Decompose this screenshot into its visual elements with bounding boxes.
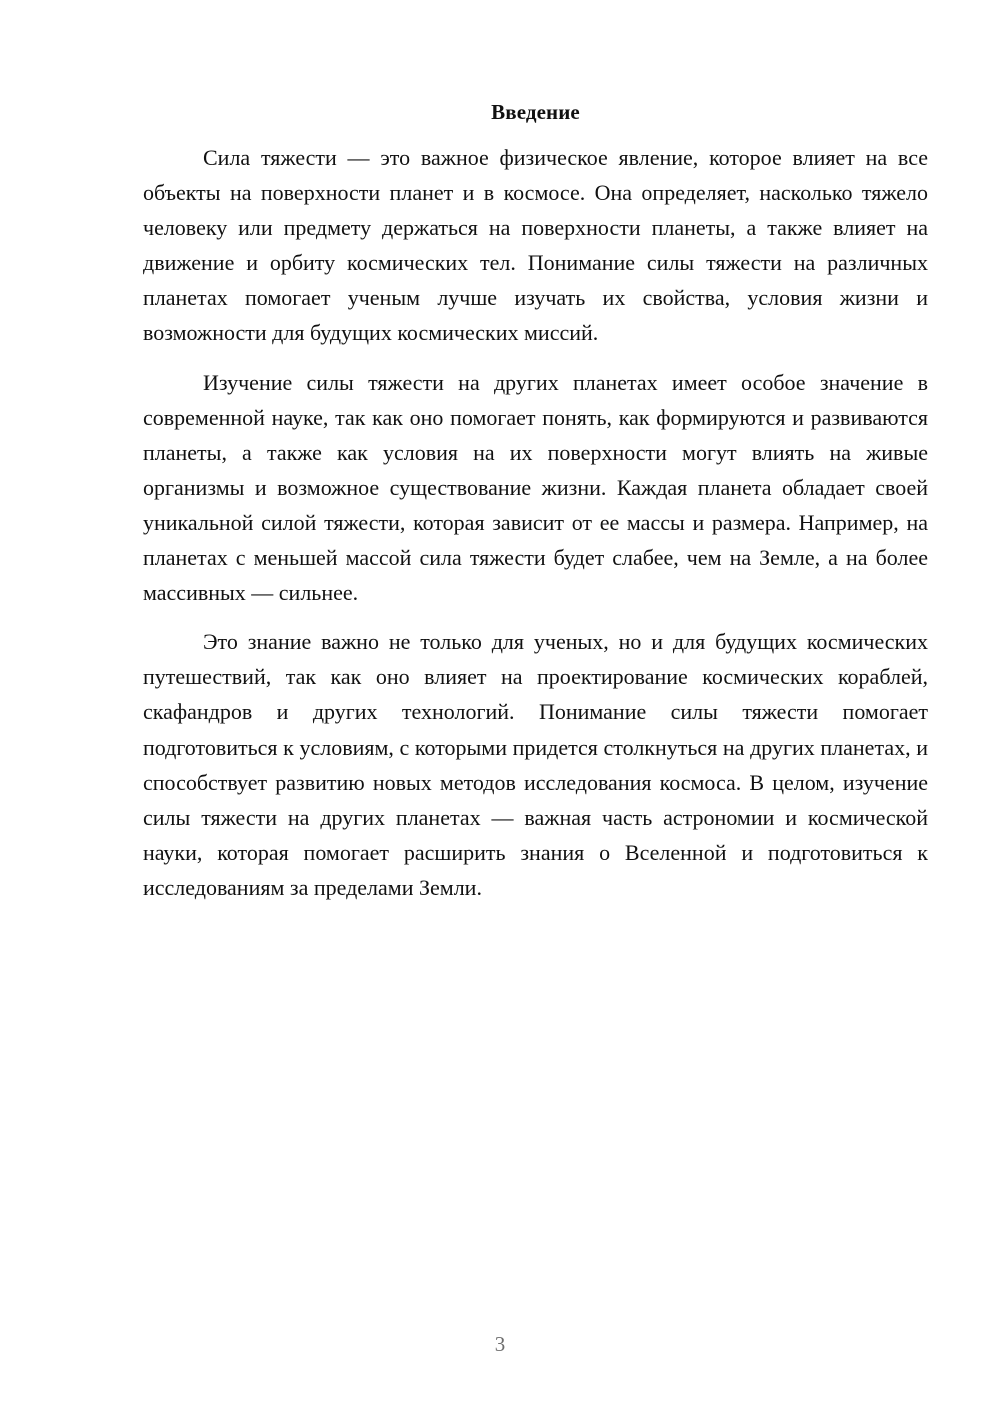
paragraph-1: Сила тяжести — это важное физическое явление, которое влияет на все объекты на поверхности планет и в космосе. Она определяет, насколько тяжело человеку или предмету держаться на поверхности планеты, а также влияет на движение и орбиту космических тел. Понимание силы тяжести на различных планетах помогает ученым лучше изучать их свойства, условия жизни и возможности для будущих космических миссий. [143, 145, 928, 346]
document-body [143, 96, 928, 919]
paragraph-3: Это знание важно не только для ученых, но и для будущих космических путешествий, так как оно влияет на проектирование космических кораблей, скафандров и других технологий. Понимание силы тяжести помогает подготовиться к условиям, с которыми придется столкнуться на других планетах, и способствует развитию новых методов исследования космоса. В целом, изучение силы тяжести на других планетах — важная часть астрономии и космической науки, которая помогает расширить знания о Вселенной и подготовиться к исследованиям за пределами Земли. [143, 629, 928, 900]
section-heading: Введение [491, 100, 580, 124]
page-number: 3 [494, 1332, 506, 1356]
paragraph-2: Изучение силы тяжести на других планетах имеет особое значение в современной науке, так как оно помогает понять, как формируются и развиваются планеты, а также как условия на их поверхности могут влиять на живые организмы и возможное существование жизни. Каждая планета обладает своей уникальной силой тяжести, которая зависит от ее массы и размера. Например, на планетах с меньшей массой сила тяжести будет слабее, чем на Земле, а на более массивных — сильнее. [143, 369, 928, 606]
